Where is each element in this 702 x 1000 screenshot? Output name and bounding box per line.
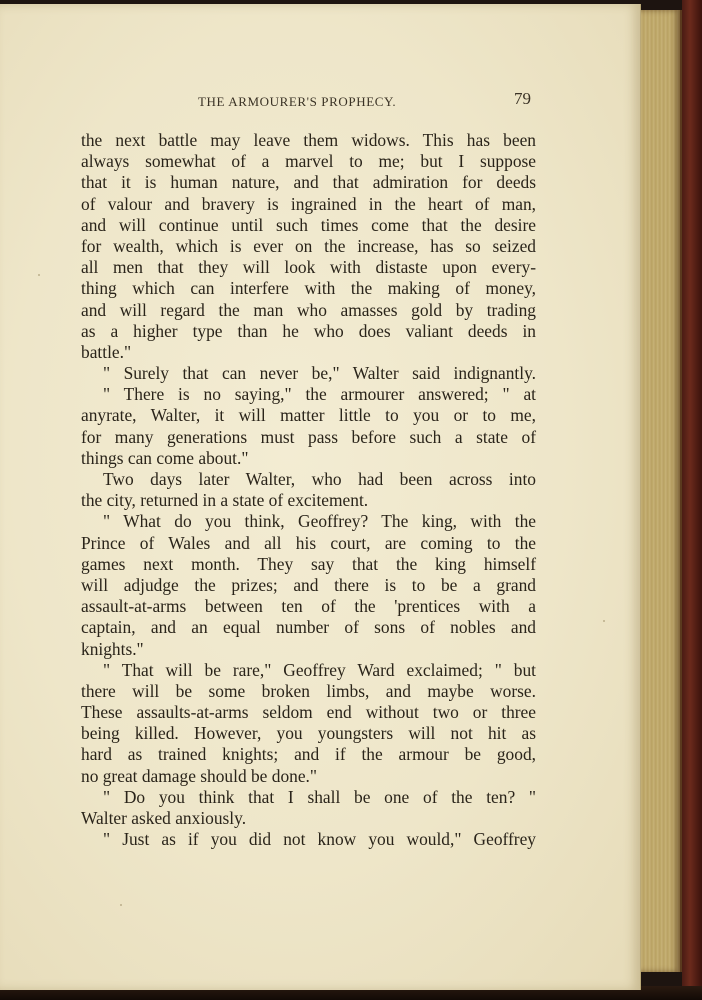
text-line: games next month. They say that the king himself <box>81 553 536 574</box>
running-head: THE ARMOURER'S PROPHECY. <box>198 94 397 109</box>
text-line: the city, returned in a state of excitement. <box>81 490 369 511</box>
text-line: for wealth, which is ever on the increase, has so seized <box>81 235 536 256</box>
text-line: there will be some broken limbs, and maybe worse. <box>81 680 536 701</box>
text-line: of valour and bravery is ingrained in the heart of man, <box>81 193 536 214</box>
text-line: will adjudge the prizes; and there is to be a grand <box>81 574 536 595</box>
text-line: anyrate, Walter, it will matter little to you or to me, <box>81 405 536 426</box>
page-number: 79 <box>514 89 531 108</box>
text-line: These assaults-at-arms seldom end without two or three <box>81 702 536 723</box>
text-line: " Do you think that I shall be one of the ten? " <box>103 786 536 807</box>
book-cover-edge <box>682 0 702 1000</box>
text-line: always somewhat of a marvel to me; but I suppose <box>81 151 536 172</box>
text-line: all men that they will look with distaste upon every- <box>81 257 536 278</box>
text-line: Prince of Wales and all his court, are coming to the <box>81 532 536 553</box>
paper-speck <box>120 904 122 906</box>
paper-speck <box>603 620 605 622</box>
text-line: " What do you think, Geoffrey? The king, with the <box>103 511 536 532</box>
body-text <box>81 130 536 850</box>
text-line: and will continue until such times come that the desire <box>81 214 536 235</box>
text-line: for many generations must pass before such a state of <box>81 426 536 447</box>
text-line: " There is no saying," the armourer answered; " at <box>103 384 536 405</box>
text-line: Walter asked anxiously. <box>81 808 247 828</box>
text-line: assault-at-arms between ten of the 'prentices with a <box>81 596 536 617</box>
text-line: things can come about." <box>81 447 249 468</box>
text-line: being killed. However, you youngsters will not hit as <box>81 723 536 744</box>
text-line: and will regard the man who amasses gold by trading <box>81 299 536 320</box>
text-line: thing which can interfere with the making of money, <box>81 278 536 299</box>
text-line: hard as trained knights; and if the armour be good, <box>81 744 536 765</box>
text-line: " That will be rare," Geoffrey Ward exclaimed; " but <box>103 659 536 680</box>
text-line: no great damage should be done." <box>81 765 318 786</box>
text-line: that it is human nature, and that admiration for deeds <box>81 172 536 193</box>
text-line: captain, and an equal number of sons of nobles and <box>81 617 536 638</box>
page-block-edge <box>640 10 682 972</box>
text-line: battle." <box>81 341 132 362</box>
text-line: " Just as if you did not know you would," Geoffrey <box>103 829 536 850</box>
text-line: the next battle may leave them widows. This has been <box>81 130 536 150</box>
text-line: knights." <box>81 638 144 659</box>
text-line: as a higher type than he who does valiant deeds in <box>81 320 536 341</box>
paper-speck <box>38 274 40 276</box>
text-line: " Surely that can never be," Walter said indignantly. <box>103 363 536 384</box>
text-line: Two days later Walter, who had been across into <box>103 469 536 489</box>
